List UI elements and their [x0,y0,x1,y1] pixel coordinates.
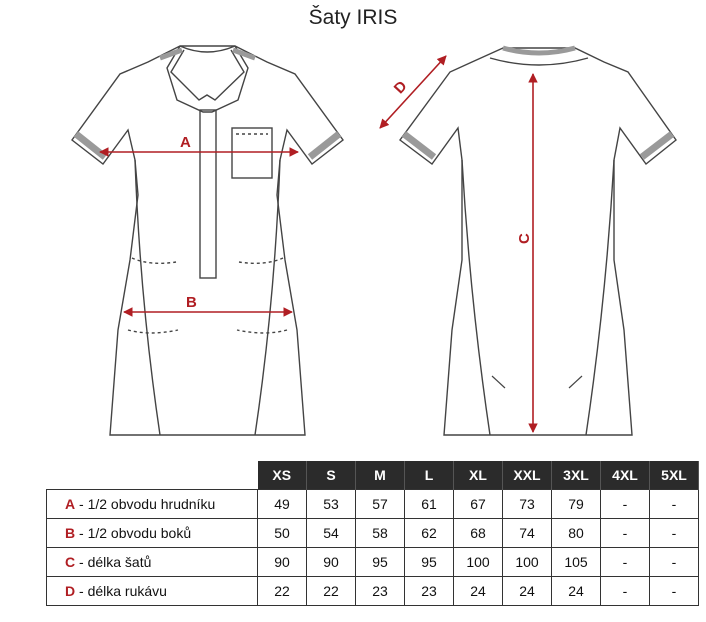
measure-a-label: A [180,134,191,151]
row-code: C [65,554,76,570]
table-cell: 90 [258,548,307,577]
row-code: D [65,583,76,599]
row-separator: - [75,525,88,541]
row-text: délka rukávu [87,583,167,599]
page-title: Šaty IRIS [308,6,398,29]
row-label [47,519,258,548]
row-text: 1/2 obvodu hrudníku [87,496,216,512]
table-cell: 61 [405,490,454,519]
table-cell: - [601,577,650,606]
size-header: M [356,461,405,490]
dress-front-view [72,46,343,435]
table-row [47,577,699,606]
table-cell: 80 [552,519,601,548]
measure-d-label: D [390,77,411,98]
row-code: B [65,525,76,541]
table-row [47,490,699,519]
table-cell: 100 [454,548,503,577]
table-cell: 74 [503,519,552,548]
table-cell: 24 [503,577,552,606]
table-cell: 67 [454,490,503,519]
front-outline [72,46,343,435]
size-table [46,461,699,606]
table-row [47,548,699,577]
table-cell: 57 [356,490,405,519]
table-cell: 58 [356,519,405,548]
dress-back-view [400,48,676,435]
table-cell: - [650,548,699,577]
table-cell: 68 [454,519,503,548]
table-cell: 90 [307,548,356,577]
table-cell: - [601,548,650,577]
row-text: délka šatů [87,554,152,570]
table-cell: 49 [258,490,307,519]
table-cell: 22 [307,577,356,606]
table-cell: 24 [552,577,601,606]
row-label [47,548,258,577]
table-cell: 22 [258,577,307,606]
table-cell: - [601,519,650,548]
table-row [47,519,699,548]
table-cell: 95 [405,548,454,577]
size-header: XXL [503,461,552,490]
measure-b-label: B [186,294,197,311]
table-cell: 23 [405,577,454,606]
table-cell: - [650,577,699,606]
table-cell: - [650,519,699,548]
measure-c-label: C [516,233,533,244]
table-cell: 23 [356,577,405,606]
back-outline [400,48,676,435]
table-cell: 24 [454,577,503,606]
table-cell: 79 [552,490,601,519]
size-header: XS [258,461,307,490]
row-separator: - [75,583,88,599]
size-header: 3XL [552,461,601,490]
table-cell: - [601,490,650,519]
header-blank [47,461,258,490]
row-separator: - [75,496,88,512]
row-code: A [65,496,76,512]
table-cell: 73 [503,490,552,519]
row-label [47,577,258,606]
table-cell: - [650,490,699,519]
table-cell: 62 [405,519,454,548]
size-header: 4XL [601,461,650,490]
table-cell: 54 [307,519,356,548]
row-label [47,490,258,519]
size-header: XL [454,461,503,490]
size-header: 5XL [650,461,699,490]
table-cell: 95 [356,548,405,577]
row-separator: - [75,554,88,570]
size-header-row [47,461,699,490]
table-cell: 100 [503,548,552,577]
table-cell: 105 [552,548,601,577]
table-cell: 53 [307,490,356,519]
row-text: 1/2 obvodu boků [87,525,192,541]
size-header: L [405,461,454,490]
size-header: S [307,461,356,490]
table-cell: 50 [258,519,307,548]
